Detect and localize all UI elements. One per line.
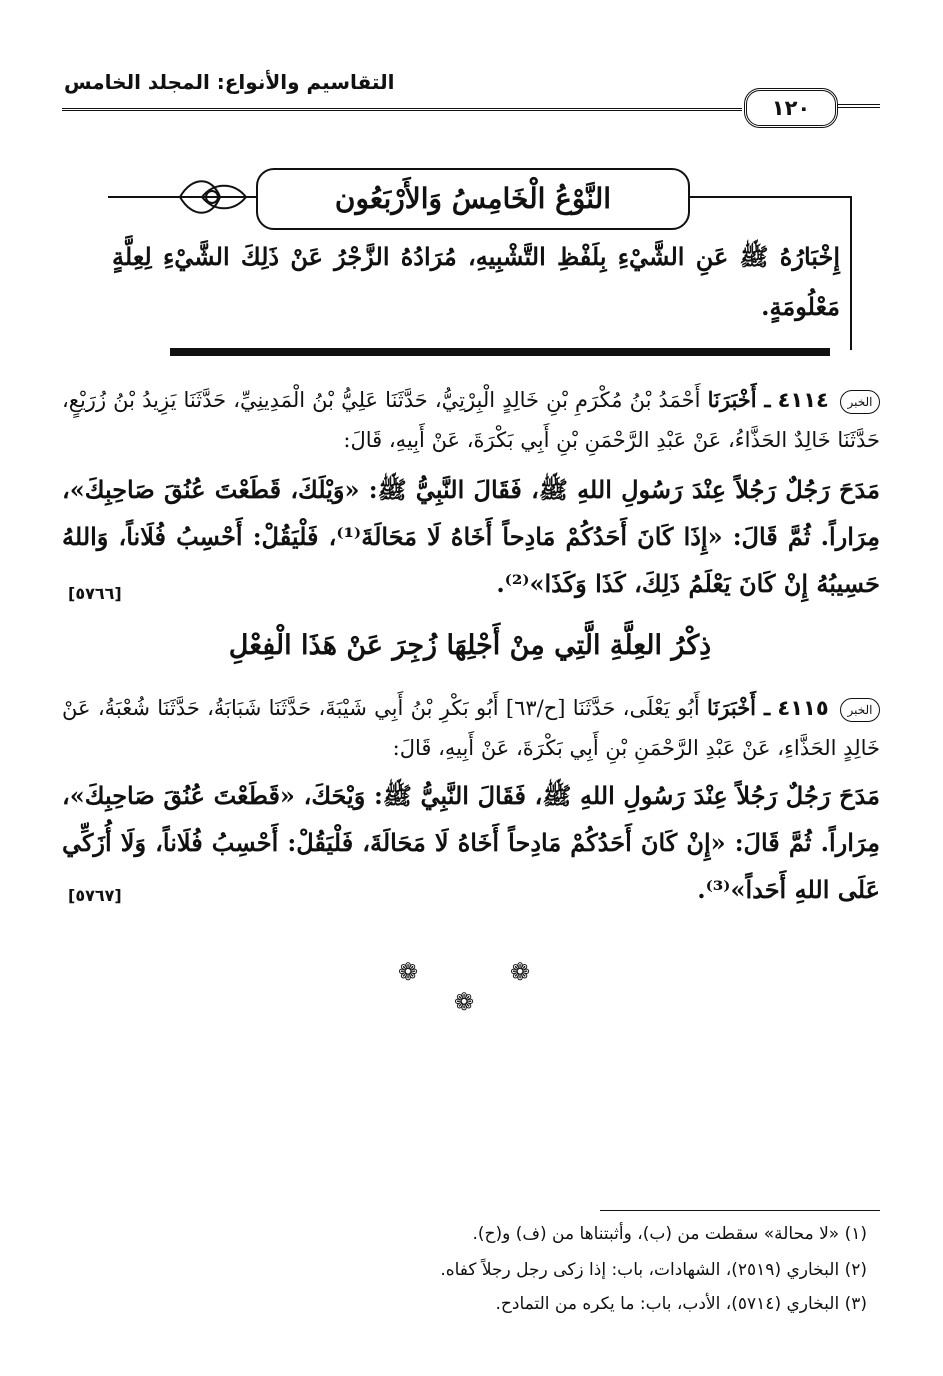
hadith-number: ٤١١٤ [777, 388, 829, 412]
running-title: التقاسيم والأنواع: المجلد الخامس [64, 70, 395, 94]
hadith-opening: ـ أَخْبَرَنَا [707, 387, 771, 412]
ornament-icon [172, 168, 252, 226]
hadith-number: ٤١١٥ [777, 696, 829, 720]
hadith-isnad [62, 380, 880, 460]
hadith-opening: ـ أَخْبَرَنَا [707, 695, 771, 720]
divider-ornament-icon: ❁ [510, 958, 531, 986]
divider-ornament-icon: ❁ [454, 988, 475, 1016]
hadith-reference: [٥٧٦٧] [68, 886, 122, 905]
hadith-matn: مَدَحَ رَجُلٌ رَجُلاً عِنْدَ رَسُولِ اللهِ ﷺ، فَقَالَ النَّبِيُّ ﷺ: «وَيْلَكَ، قَطَعْتَ عُنُقَ صَاحِبِكَ»، مِرَاراً. ثُمَّ قَالَ: «إِذَا كَانَ أَحَدُكُمْ مَادِحاً أَخَاهُ لَا مَحَالَةَ⁽¹⁾، فَلْيَقُلْ: أَحْسِبُ فُلَاناً، وَاللهُ حَسِيبُهُ إِنْ كَانَ يَعْلَمُ ذَلِكَ، كَذَا وَكَذَا»⁽²⁾. [62, 475, 881, 598]
page-number: ١٢٠ [744, 88, 838, 128]
hadith-matn: مَدَحَ رَجُلٌ رَجُلاً عِنْدَ رَسُولِ اللهِ ﷺ، فَقَالَ النَّبِيُّ ﷺ: وَيْحَكَ، «قَطَعْتَ عُنُقَ صَاحِبِكَ»، مِرَاراً. ثُمَّ قَالَ: «إِنْ كَانَ أَحَدُكُمْ مَادِحاً أَخَاهُ لَا مَحَالَةَ، فَلْيَقُلْ: أَحْسِبُ فُلَاناً، وَلَا أُزَكِّي عَلَى اللهِ أَحَداً»⁽³⁾. [62, 781, 880, 904]
header-rule [62, 108, 742, 111]
chapter-description: إِخْبَارُهُ ﷺ عَنِ الشَّيْءِ بِلَفْظِ التَّشْبِيهِ، مُرَادُهُ الزَّجْرُ عَنْ ذَلِكَ الشَّيْءِ لِعِلَّةٍ مَعْلُومَةٍ. [112, 242, 840, 321]
footnote: (١) «لا محالة» سقطت من (ب)، وأثبتناها من (ف) و(ح). [472, 1224, 867, 1244]
isnad-text: أَحْمَدُ بْنُ مُكْرَمِ بْنِ خَالِدٍ الْبِرْتِيُّ، حَدَّثَنَا عَلِيُّ بْنُ الْمَدِينِيِّ، حَدَّثَنَا يَزِيدُ بْنُ زُرَيْعٍ، حَدَّثَنَا خَالِدٌ الحَذَّاءُ، عَنْ عَبْدِ الرَّحْمَنِ بْنِ أَبِي بَكْرَةَ، عَنْ أَبِيهِ، قَالَ: [62, 388, 880, 452]
footnote: (٣) البخاري (٥٧١٤)، الأدب، باب: ما يكره من التمادح. [495, 1294, 867, 1314]
isnad-text: أَبُو يَعْلَى، حَدَّثَنَا [ح/٦٣] أَبُو بَكْرِ بْنُ أَبِي شَيْبَةَ، حَدَّثَنَا شَبَابَةُ، حَدَّثَنَا شُعْبَةُ، عَنْ خَالِدٍ الحَذَّاءِ، عَنْ عَبْدِ الرَّحْمَنِ بْنِ أَبِي بَكْرَةَ، عَنْ أَبِيهِ، قَالَ: [62, 696, 880, 760]
chapter-rule [170, 348, 830, 356]
footnote-rule [600, 1210, 880, 1211]
footnote: (٢) البخاري (٢٥١٩)، الشهادات، باب: إذا زكى رجل رجلاً كفاه. [440, 1260, 867, 1280]
hadith-badge: الخبر [840, 390, 880, 414]
hadith-badge: الخبر [840, 698, 880, 722]
chapter-title: النَّوْعُ الْخَامِسُ وَالأَرْبَعُون [256, 168, 690, 230]
section-heading: ذِكْرُ العِلَّةِ الَّتِي مِنْ أَجْلِهَا زُجِرَ عَنْ هَذَا الْفِعْلِ [228, 630, 712, 661]
hadith-isnad [62, 688, 880, 768]
header-rule-right [838, 104, 880, 108]
divider-ornament-icon: ❁ [398, 958, 419, 986]
hadith-reference: [٥٧٦٦] [68, 584, 122, 603]
